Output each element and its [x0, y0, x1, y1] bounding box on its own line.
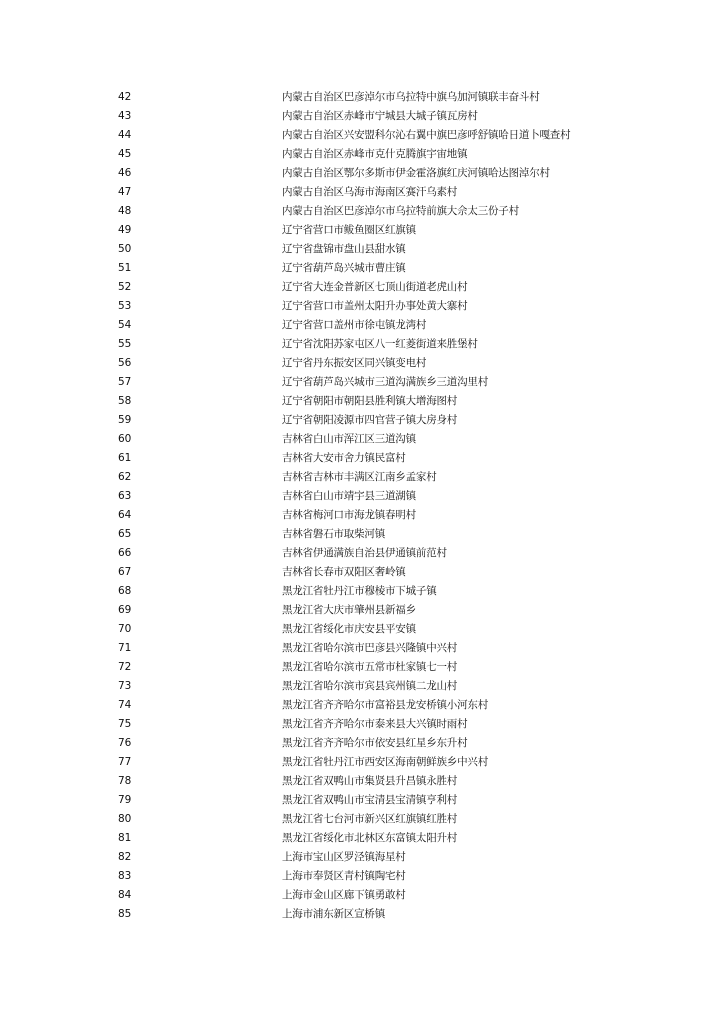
item-number: 62 — [118, 470, 132, 483]
list-item — [0, 164, 720, 183]
item-name: 吉林省白山市靖宇县三道湖镇 — [282, 489, 416, 502]
item-number: 80 — [118, 812, 132, 825]
item-number: 66 — [118, 546, 132, 559]
item-name: 黑龙江省齐齐哈尔市依安县红星乡东升村 — [282, 736, 468, 749]
item-number: 56 — [118, 356, 132, 369]
item-name: 内蒙古自治区赤峰市宁城县大城子镇瓦房村 — [282, 109, 478, 122]
item-number: 68 — [118, 584, 132, 597]
item-number: 71 — [118, 641, 132, 654]
item-number: 61 — [118, 451, 132, 464]
list-item — [0, 620, 720, 639]
list-item — [0, 753, 720, 772]
item-number: 47 — [118, 185, 132, 198]
item-name: 辽宁省大连金普新区七顶山街道老虎山村 — [282, 280, 468, 293]
item-name: 辽宁省营口盖州市徐屯镇龙湾村 — [282, 318, 427, 331]
item-name: 内蒙古自治区赤峰市克什克腾旗宇宙地镇 — [282, 147, 468, 160]
item-name: 内蒙古自治区巴彦淖尔市乌拉特中旗乌加河镇联丰奋斗村 — [282, 90, 540, 103]
item-number: 46 — [118, 166, 132, 179]
list-item — [0, 696, 720, 715]
list-item — [0, 582, 720, 601]
item-number: 48 — [118, 204, 132, 217]
item-number: 76 — [118, 736, 132, 749]
item-number: 57 — [118, 375, 132, 388]
item-number: 59 — [118, 413, 132, 426]
list-item — [0, 734, 720, 753]
item-name: 吉林省吉林市丰满区江南乡孟家村 — [282, 470, 437, 483]
list-item — [0, 867, 720, 886]
item-name: 辽宁省丹东振安区同兴镇变电村 — [282, 356, 427, 369]
item-name: 内蒙古自治区兴安盟科尔沁右翼中旗巴彦呼舒镇哈日道卜嘎查村 — [282, 128, 571, 141]
item-number: 65 — [118, 527, 132, 540]
item-number: 82 — [118, 850, 132, 863]
item-name: 辽宁省沈阳苏家屯区八一红菱街道来胜堡村 — [282, 337, 478, 350]
list-item — [0, 905, 720, 924]
item-number: 45 — [118, 147, 132, 160]
item-number: 51 — [118, 261, 132, 274]
list-item — [0, 848, 720, 867]
item-name: 内蒙古自治区鄂尔多斯市伊金霍洛旗红庆河镇哈达图淖尔村 — [282, 166, 550, 179]
item-number: 69 — [118, 603, 132, 616]
list-item — [0, 392, 720, 411]
list-item — [0, 430, 720, 449]
item-name: 上海市宝山区罗泾镇海星村 — [282, 850, 406, 863]
item-number: 81 — [118, 831, 132, 844]
list-item — [0, 791, 720, 810]
list-item — [0, 373, 720, 392]
village-list — [0, 88, 720, 924]
item-name: 黑龙江省大庆市肇州县新福乡 — [282, 603, 416, 616]
list-item — [0, 259, 720, 278]
list-item — [0, 202, 720, 221]
item-number: 75 — [118, 717, 132, 730]
list-item — [0, 449, 720, 468]
item-name: 黑龙江省哈尔滨市五常市杜家镇七一村 — [282, 660, 458, 673]
list-item — [0, 677, 720, 696]
item-number: 54 — [118, 318, 132, 331]
item-number: 84 — [118, 888, 132, 901]
list-item — [0, 715, 720, 734]
item-name: 内蒙古自治区巴彦淖尔市乌拉特前旗大佘太三份子村 — [282, 204, 519, 217]
list-item — [0, 316, 720, 335]
item-name: 辽宁省盘锦市盘山县甜水镇 — [282, 242, 406, 255]
item-name: 内蒙古自治区乌海市海南区赛汗乌素村 — [282, 185, 458, 198]
item-name: 黑龙江省齐齐哈尔市富裕县龙安桥镇小河东村 — [282, 698, 488, 711]
list-item — [0, 221, 720, 240]
item-number: 49 — [118, 223, 132, 236]
item-number: 83 — [118, 869, 132, 882]
item-name: 黑龙江省齐齐哈尔市泰来县大兴镇时雨村 — [282, 717, 468, 730]
item-name: 黑龙江省牡丹江市穆棱市下城子镇 — [282, 584, 437, 597]
list-item — [0, 525, 720, 544]
item-name: 辽宁省葫芦岛兴城市曹庄镇 — [282, 261, 406, 274]
list-item — [0, 658, 720, 677]
list-item — [0, 506, 720, 525]
item-number: 44 — [118, 128, 132, 141]
item-name: 吉林省长春市双阳区奢岭镇 — [282, 565, 406, 578]
item-name: 黑龙江省双鸭山市宝清县宝清镇亨利村 — [282, 793, 458, 806]
item-name: 黑龙江省绥化市庆安县平安镇 — [282, 622, 416, 635]
item-name: 上海市奉贤区青村镇陶宅村 — [282, 869, 406, 882]
list-item — [0, 411, 720, 430]
item-number: 73 — [118, 679, 132, 692]
item-number: 58 — [118, 394, 132, 407]
item-number: 72 — [118, 660, 132, 673]
item-number: 67 — [118, 565, 132, 578]
item-name: 黑龙江省牡丹江市西安区海南朝鲜族乡中兴村 — [282, 755, 488, 768]
item-number: 74 — [118, 698, 132, 711]
item-number: 60 — [118, 432, 132, 445]
item-name: 辽宁省朝阳市朝阳县胜利镇大增海图村 — [282, 394, 458, 407]
item-number: 70 — [118, 622, 132, 635]
list-item — [0, 126, 720, 145]
item-number: 85 — [118, 907, 132, 920]
list-item — [0, 544, 720, 563]
item-number: 55 — [118, 337, 132, 350]
item-name: 黑龙江省七台河市新兴区红旗镇红胜村 — [282, 812, 458, 825]
item-name: 上海市金山区廊下镇勇敢村 — [282, 888, 406, 901]
item-name: 黑龙江省哈尔滨市巴彦县兴隆镇中兴村 — [282, 641, 458, 654]
item-name: 辽宁省营口市盖州太阳升办事处黄大寨村 — [282, 299, 468, 312]
item-number: 64 — [118, 508, 132, 521]
item-name: 吉林省梅河口市海龙镇春明村 — [282, 508, 416, 521]
list-item — [0, 810, 720, 829]
list-item — [0, 88, 720, 107]
item-name: 黑龙江省双鸭山市集贤县升昌镇永胜村 — [282, 774, 458, 787]
item-name: 辽宁省葫芦岛兴城市三道沟满族乡三道沟里村 — [282, 375, 488, 388]
item-number: 52 — [118, 280, 132, 293]
item-name: 吉林省白山市浑江区三道沟镇 — [282, 432, 416, 445]
item-name: 辽宁省朝阳凌源市四官营子镇大房身村 — [282, 413, 458, 426]
list-item — [0, 107, 720, 126]
list-item — [0, 354, 720, 373]
item-number: 53 — [118, 299, 132, 312]
item-name: 吉林省磐石市取柴河镇 — [282, 527, 385, 540]
list-item — [0, 487, 720, 506]
item-name: 黑龙江省哈尔滨市宾县宾州镇二龙山村 — [282, 679, 458, 692]
item-number: 77 — [118, 755, 132, 768]
list-item — [0, 601, 720, 620]
list-item — [0, 240, 720, 259]
item-number: 50 — [118, 242, 132, 255]
list-item — [0, 278, 720, 297]
item-name: 黑龙江省绥化市北林区东富镇太阳升村 — [282, 831, 458, 844]
list-item — [0, 297, 720, 316]
item-number: 43 — [118, 109, 132, 122]
item-name: 上海市浦东新区宣桥镇 — [282, 907, 385, 920]
list-item — [0, 563, 720, 582]
list-item — [0, 639, 720, 658]
item-name: 吉林省伊通满族自治县伊通镇前范村 — [282, 546, 447, 559]
list-item — [0, 145, 720, 164]
item-number: 63 — [118, 489, 132, 502]
list-item — [0, 829, 720, 848]
list-item — [0, 468, 720, 487]
list-item — [0, 335, 720, 354]
item-name: 吉林省大安市舍力镇民富村 — [282, 451, 406, 464]
list-item — [0, 772, 720, 791]
item-number: 42 — [118, 90, 132, 103]
item-number: 79 — [118, 793, 132, 806]
list-item — [0, 886, 720, 905]
list-item — [0, 183, 720, 202]
item-name: 辽宁省营口市鲅鱼圈区红旗镇 — [282, 223, 416, 236]
item-number: 78 — [118, 774, 132, 787]
